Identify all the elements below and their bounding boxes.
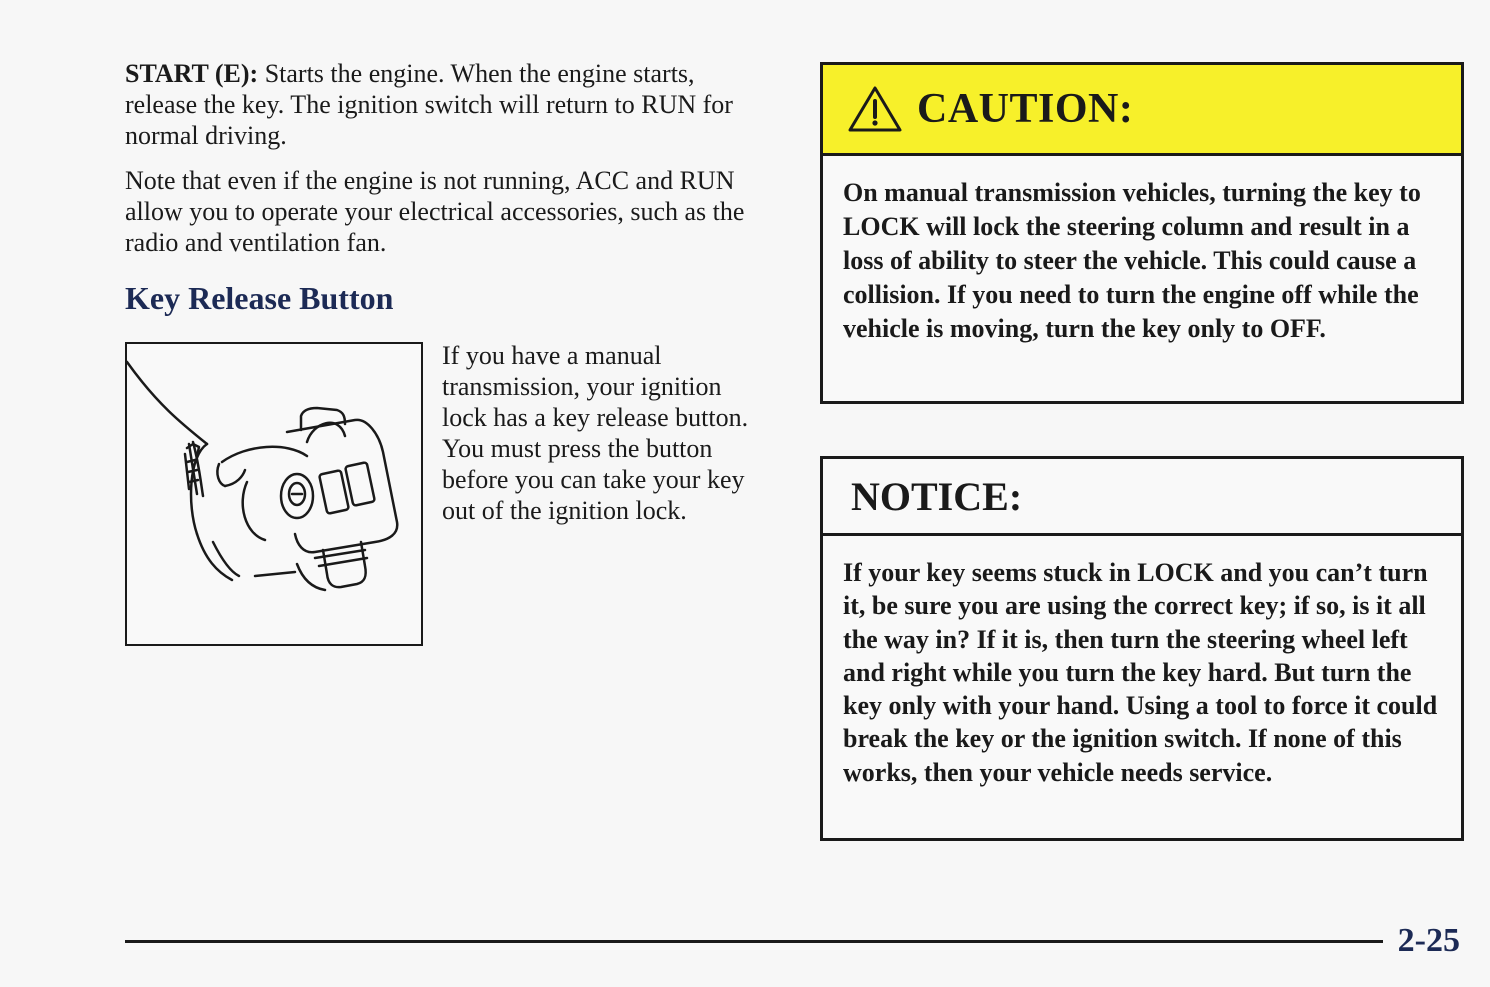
section-heading: Key Release Button bbox=[125, 280, 394, 316]
notice-box bbox=[820, 456, 1464, 841]
footer-rule bbox=[125, 940, 1383, 943]
ignition-lock-key-release-icon bbox=[127, 344, 421, 644]
caution-box bbox=[820, 62, 1464, 404]
start-paragraph bbox=[125, 58, 755, 151]
warning-triangle-icon bbox=[847, 84, 903, 134]
caution-body: On manual transmission vehicles, turning the key to LOCK will lock the steering column and result in a loss of ability to steer the vehicle. This could cause a collision. If you need to turn the engine off while the vehicle is moving, turn the key only to OFF. bbox=[843, 178, 1421, 343]
start-text: Starts the engine. When the engine starts, release the key. The ignition switch will return to RUN for normal driving. bbox=[125, 59, 733, 150]
notice-title: NOTICE: bbox=[851, 473, 1023, 519]
key-release-description: If you have a manual transmission, your ignition lock has a key release button. You must press the button before you can take your key out of the ignition lock. bbox=[442, 341, 749, 525]
notice-header bbox=[823, 459, 1461, 536]
start-label: START (E): bbox=[125, 59, 259, 88]
caution-header bbox=[823, 65, 1461, 156]
ignition-lock-illustration bbox=[125, 342, 423, 646]
page-number: 2-25 bbox=[1397, 922, 1460, 959]
left-column bbox=[125, 58, 755, 318]
caution-title: CAUTION: bbox=[917, 86, 1134, 132]
notice-body: If your key seems stuck in LOCK and you can’t turn it, be sure you are using the correct key; if so, is it all the way in? If it is, then turn the steering wheel left and right while you turn the key hard. But turn the key only with your hand. Using a tool to force it could break the key or the ignition switch. If none of this works, then your vehicle needs service. bbox=[843, 558, 1438, 787]
note-paragraph: Note that even if the engine is not running, ACC and RUN allow you to operate your electrical accessories, such as the radio and ventilation fan. bbox=[125, 166, 745, 257]
